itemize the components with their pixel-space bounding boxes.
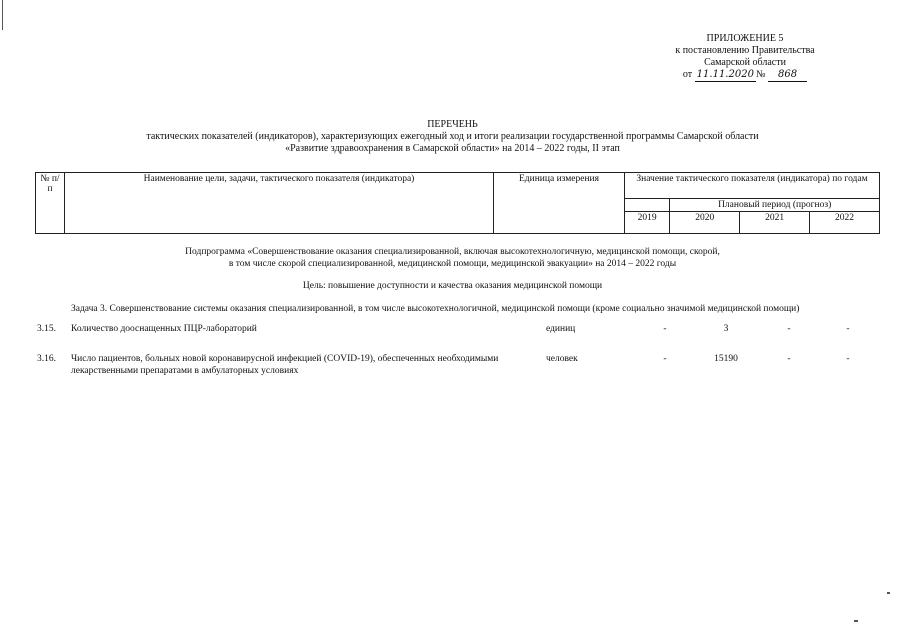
header-year-2021: 2021 [740, 212, 810, 234]
row-3-15-2020: 3 [723, 324, 729, 334]
appendix-date-line [645, 69, 845, 82]
header-plan-period: Плановый период (прогноз) [670, 199, 880, 212]
header-year-2019: 2019 [625, 212, 670, 234]
row-3-16-2022: - [846, 354, 850, 364]
header-values: Значение тактического показателя (индикатора) по годам [625, 173, 880, 199]
row-3-15-2021: - [787, 324, 791, 334]
scan-speck [854, 620, 858, 622]
scan-edge-mark [2, 0, 3, 30]
decree-date: 11.11.2020 [696, 69, 754, 80]
scan-speck [887, 592, 890, 594]
number-sign: № [755, 69, 766, 80]
row-3-15-2022: - [846, 324, 850, 334]
header-table [35, 172, 880, 234]
header-year-2022: 2022 [810, 212, 880, 234]
row-3-15-2019: - [663, 324, 667, 334]
task-heading: Задача 3. Совершенствование системы оказания специализированной, в том числе высокотехнологичной, медицинской помощи (кроме социально значимой медицинской помощи) [71, 304, 800, 314]
appendix-block [645, 33, 845, 82]
appendix-line-2: Самарской области [704, 57, 786, 68]
title-line-3: «Развитие здравоохранения в Самарской области» на 2014 – 2022 годы, II этап [285, 143, 620, 154]
header-num: № п/п [36, 173, 65, 234]
row-3-15-unit: единиц [546, 324, 576, 334]
appendix-from-label: от [682, 69, 693, 80]
subprogram-line-1: Подпрограмма «Совершенствование оказания специализированной, включая высокотехнологичную, медицинской помощи, скорой, [185, 247, 720, 257]
appendix-line-1: к постановлению Правительства [675, 45, 815, 56]
row-3-15-name: Количество дооснащенных ПЦР-лабораторий [71, 324, 257, 334]
decree-number: 868 [768, 69, 807, 82]
row-3-16-2021: - [787, 354, 791, 364]
row-3-16-2020: 15190 [714, 354, 738, 364]
row-3-16-2019: - [663, 354, 667, 364]
title-line-1: ПЕРЕЧЕНЬ [427, 119, 478, 130]
header-unit: Единица измерения [494, 173, 625, 234]
appendix-title: ПРИЛОЖЕНИЕ 5 [706, 33, 784, 44]
document-title [0, 119, 905, 155]
subprogram-line-2: в том числе скорой специализированной, медицинской помощи, медицинской эвакуации» на 2014 – 2022 годы [228, 259, 677, 269]
subprogram-heading [0, 246, 905, 270]
goal-heading: Цель: повышение доступности и качества оказания медицинской помощи [302, 281, 603, 291]
row-3-16-num: 3.16. [37, 354, 56, 364]
header-year-2020: 2020 [670, 212, 740, 234]
title-line-2: тактических показателей (индикаторов), характеризующих ежегодный ход и итоги реализации государственной программы Самарской области [146, 131, 759, 142]
header-name: Наименование цели, задачи, тактического показателя (индикатора) [65, 173, 494, 234]
row-3-15-num: 3.15. [37, 324, 56, 334]
row-3-16-name: Число пациентов, больных новой коронавирусной инфекцией (COVID-19), обеспеченных необходимыми лекарственными препаратами в амбулаторных условиях [71, 354, 499, 376]
row-3-16-unit: человек [546, 354, 578, 364]
